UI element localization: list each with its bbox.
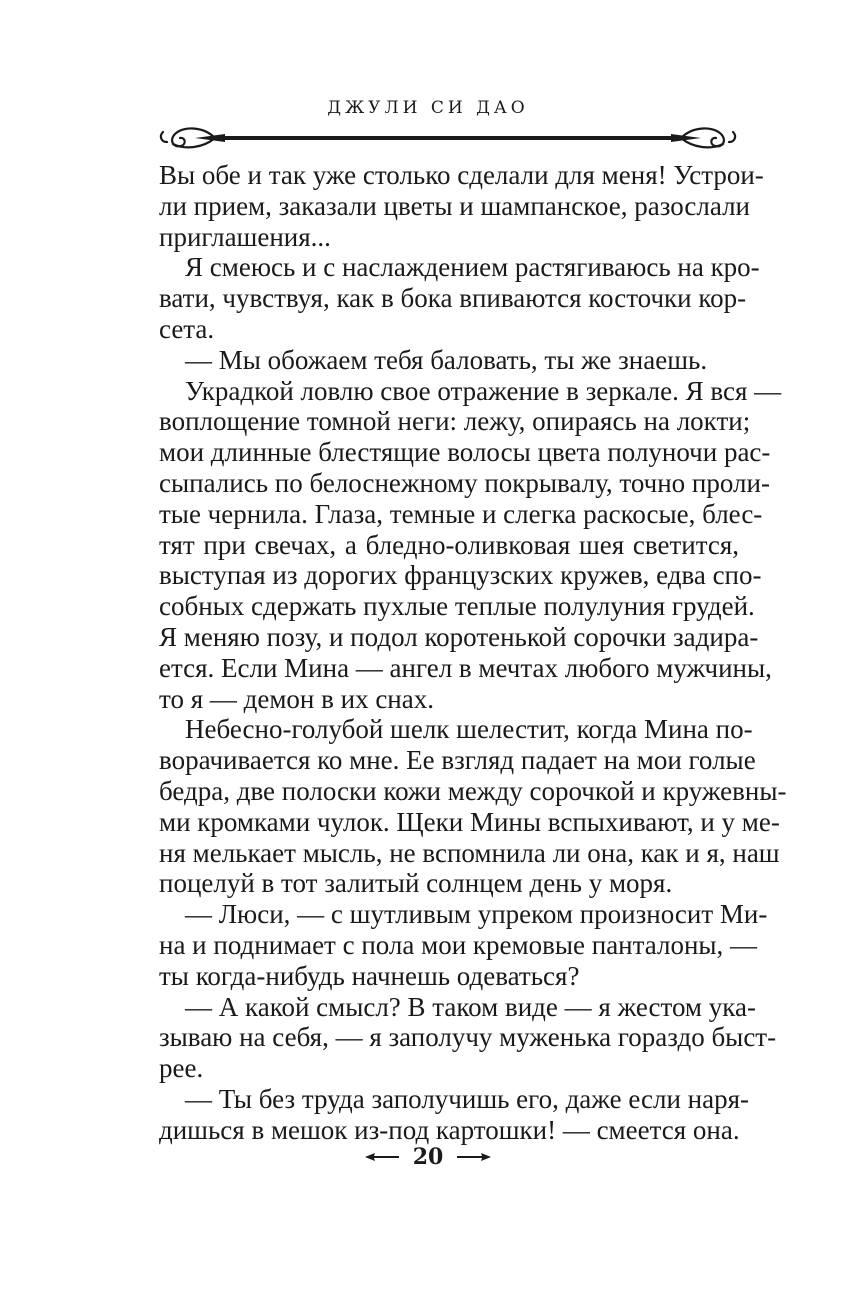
text-line: ми кромками чулок. Щеки Мины вспыхивают, и у ме- [159, 806, 780, 837]
text-line: ня мелькает мысль, не вспомнила ли она, как и я, наш [159, 837, 780, 868]
text-line: Вы обе и так уже столько сделали для меня! Устрои- [159, 160, 764, 190]
body-text [159, 160, 787, 1146]
paragraph [159, 252, 760, 344]
text-line: приглашения... [159, 221, 331, 252]
text-line: ли прием, заказали цветы и шампанское, разослали [159, 190, 751, 221]
text-line: — Ты без труда заполучишь его, даже если наря- [185, 1083, 749, 1114]
text-line: зываю на себя, — я заполучу муженька гораздо быст- [159, 1022, 777, 1053]
text-line: тые чернила. Глаза, темные и слегка раскосые, блес- [159, 498, 763, 529]
text-line: ворачивается ко мне. Ее взгляд падает на мои голые [159, 745, 756, 776]
text-line: поцелуй в тот залитый солнцем день у моря. [159, 868, 673, 899]
text-line: собных сдержать пухлые теплые полулуния грудей. [159, 591, 755, 622]
text-line: воплощение томной неги: лежу, опираясь на локти; [159, 406, 751, 437]
right-arrow-ornament-icon [457, 1151, 491, 1163]
text-line: сыпались по белоснежному покрывалу, точно проли- [159, 467, 770, 498]
text-line: Я меняю позу, и подол коротенькой сорочки задира- [159, 621, 759, 652]
text-line: дишься в мешок из-под картошки! — смеется она. [159, 1114, 740, 1145]
text-line: Украдкой ловлю свое отражение в зеркале. Я вся — [185, 375, 782, 406]
paragraph [159, 1083, 749, 1146]
text-line: ется. Если Мина — ангел в мечтах любого мужчины, [159, 652, 772, 683]
paragraph [159, 160, 764, 252]
text-line: мои длинные блестящие волосы цвета полуночи рас- [159, 437, 771, 468]
paragraph [159, 375, 782, 715]
text-line: рее. [159, 1053, 204, 1084]
page-number: 20 [412, 1144, 444, 1170]
text-line: ты когда-нибудь начнешь одеваться? [159, 960, 580, 991]
text-line: вати, чувствуя, как в бока впиваются косточки кор- [159, 283, 747, 314]
text-line: Небесно-голубой шелк шелестит, когда Мина по- [185, 714, 753, 745]
paragraph [159, 991, 777, 1084]
text-line: — Мы обожаем тебя баловать, ты же знаешь. [185, 344, 708, 375]
running-head-author: ДЖУЛИ СИ ДАО [327, 98, 529, 118]
text-line: бедра, две полоски кожи между сорочкой и кружевны- [159, 775, 787, 806]
text-line: на и поднимает с пола мои кремовые панталоны, — [159, 929, 758, 960]
paragraph [159, 899, 768, 991]
text-line: то я — демон в их снах. [159, 683, 434, 714]
text-line: — А какой смысл? В таком виде — я жестом ука- [185, 991, 756, 1022]
page-footer [0, 1140, 856, 1174]
paragraph [159, 345, 739, 376]
left-arrow-ornament-icon [365, 1151, 399, 1163]
text-line: выступая из дорогих французских кружев, едва спо- [159, 560, 762, 591]
scroll-ornament-divider-icon [155, 122, 741, 152]
text-line: сета. [159, 313, 215, 344]
paragraph [159, 714, 787, 899]
text-line: Я смеюсь и с наслаждением растягиваюсь на кро- [185, 252, 760, 283]
text-line: тят при свечах, а бледно-оливковая шея светится, [159, 529, 739, 560]
text-line: — Люси, — с шутливым упреком произносит Ми- [185, 899, 768, 930]
